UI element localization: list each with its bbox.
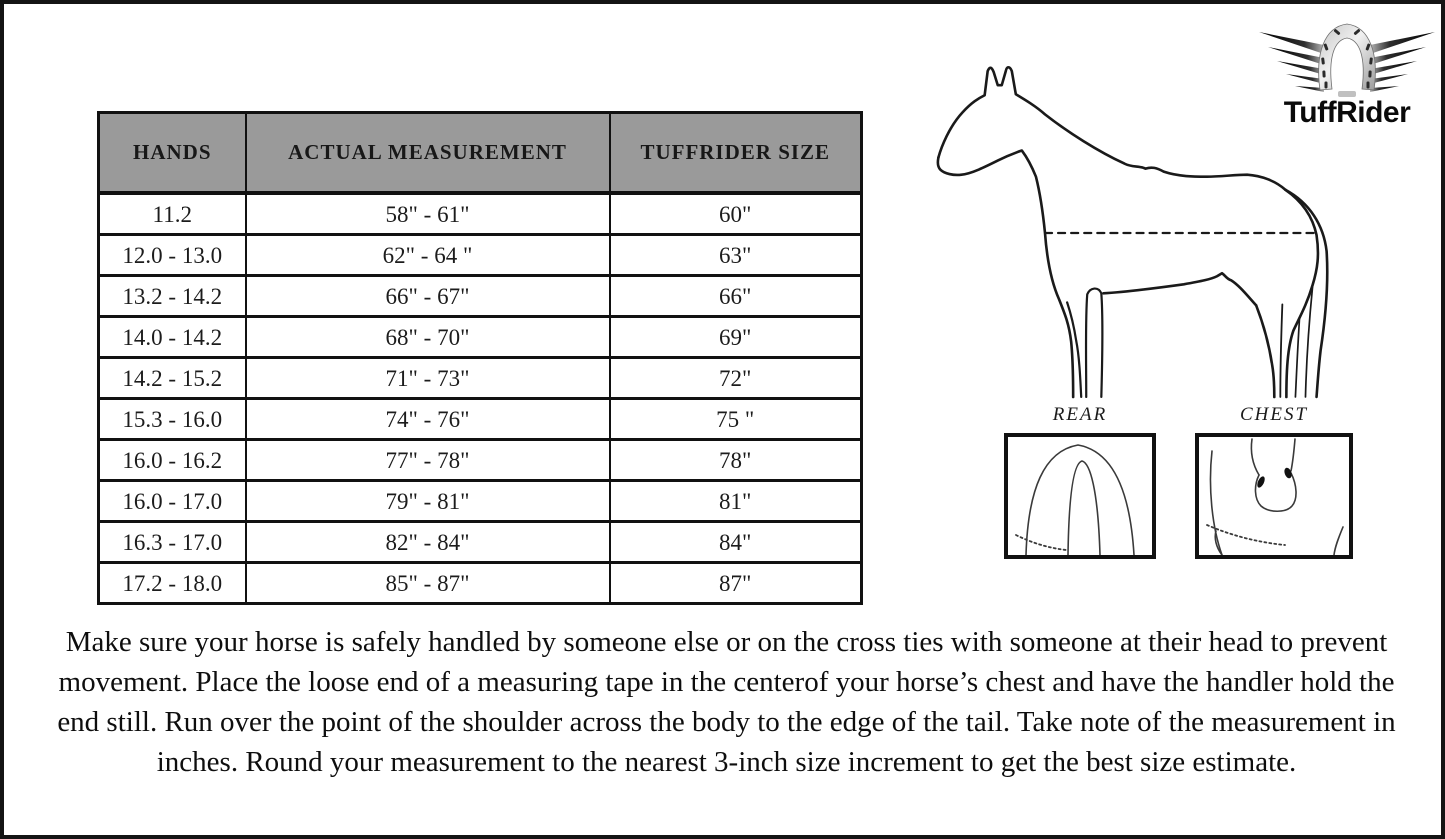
- table-row: [99, 276, 862, 317]
- table-cell: 66": [610, 276, 862, 317]
- rear-view-inset: [1004, 433, 1156, 559]
- table-cell: 14.0 - 14.2: [99, 317, 246, 358]
- measuring-instructions: Make sure your horse is safely handled by someone else or on the cross ties with someone at their head to prevent movement. Place the loose end of a measuring tape in the centerof your horse’s chest and have the handler hold the end still. Run over the point of the shoulder across the body to the edge of the tail. Take note of the measurement in inches. Round your measurement to the nearest 3-inch size increment to get the best size estimate.: [57, 626, 1396, 778]
- table-cell: 87": [610, 563, 862, 604]
- brand-name: TuffRider: [1283, 96, 1411, 129]
- table-row: [99, 193, 862, 235]
- table-cell: 12.0 - 13.0: [99, 235, 246, 276]
- rear-view-icon: [1008, 437, 1152, 555]
- table-cell: 82" - 84": [246, 522, 610, 563]
- column-header: HANDS: [99, 113, 246, 194]
- table-cell: 62" - 64 ": [246, 235, 610, 276]
- winged-horseshoe-icon: [1256, 16, 1438, 130]
- rear-inset-label: REAR: [1052, 404, 1108, 425]
- table-cell: 58" - 61": [246, 193, 610, 235]
- table-cell: 14.2 - 15.2: [99, 358, 246, 399]
- table-cell: 66" - 67": [246, 276, 610, 317]
- table-cell: 60": [610, 193, 862, 235]
- chest-view-icon: [1199, 437, 1349, 555]
- table-row: [99, 522, 862, 563]
- table-row: [99, 399, 862, 440]
- table-cell: 75 ": [610, 399, 862, 440]
- table-cell: 78": [610, 440, 862, 481]
- table-cell: 85" - 87": [246, 563, 610, 604]
- table-cell: 16.3 - 17.0: [99, 522, 246, 563]
- table-cell: 84": [610, 522, 862, 563]
- chest-view-inset: [1195, 433, 1353, 559]
- table-row: [99, 317, 862, 358]
- table-cell: 13.2 - 14.2: [99, 276, 246, 317]
- table-cell: 72": [610, 358, 862, 399]
- chest-inset-label: CHEST: [1239, 404, 1309, 425]
- table-row: [99, 563, 862, 604]
- table-cell: 16.0 - 16.2: [99, 440, 246, 481]
- brand-logo: [1256, 16, 1438, 130]
- table-row: [99, 440, 862, 481]
- table-cell: 79" - 81": [246, 481, 610, 522]
- size-chart-table: [97, 111, 863, 605]
- table-cell: 74" - 76": [246, 399, 610, 440]
- table-header-row: [99, 113, 862, 194]
- column-header: ACTUAL MEASUREMENT: [246, 113, 610, 194]
- table-cell: 77" - 78": [246, 440, 610, 481]
- table-cell: 69": [610, 317, 862, 358]
- table-cell: 11.2: [99, 193, 246, 235]
- left-wing: [1259, 32, 1324, 92]
- column-header: TUFFRIDER SIZE: [610, 113, 862, 194]
- right-wing: [1370, 32, 1435, 92]
- table-row: [99, 481, 862, 522]
- table-cell: 17.2 - 18.0: [99, 563, 246, 604]
- table-cell: 15.3 - 16.0: [99, 399, 246, 440]
- table-cell: 81": [610, 481, 862, 522]
- table-cell: 16.0 - 17.0: [99, 481, 246, 522]
- table-cell: 71" - 73": [246, 358, 610, 399]
- table-cell: 68" - 70": [246, 317, 610, 358]
- table-cell: 63": [610, 235, 862, 276]
- table-row: [99, 235, 862, 276]
- table-row: [99, 358, 862, 399]
